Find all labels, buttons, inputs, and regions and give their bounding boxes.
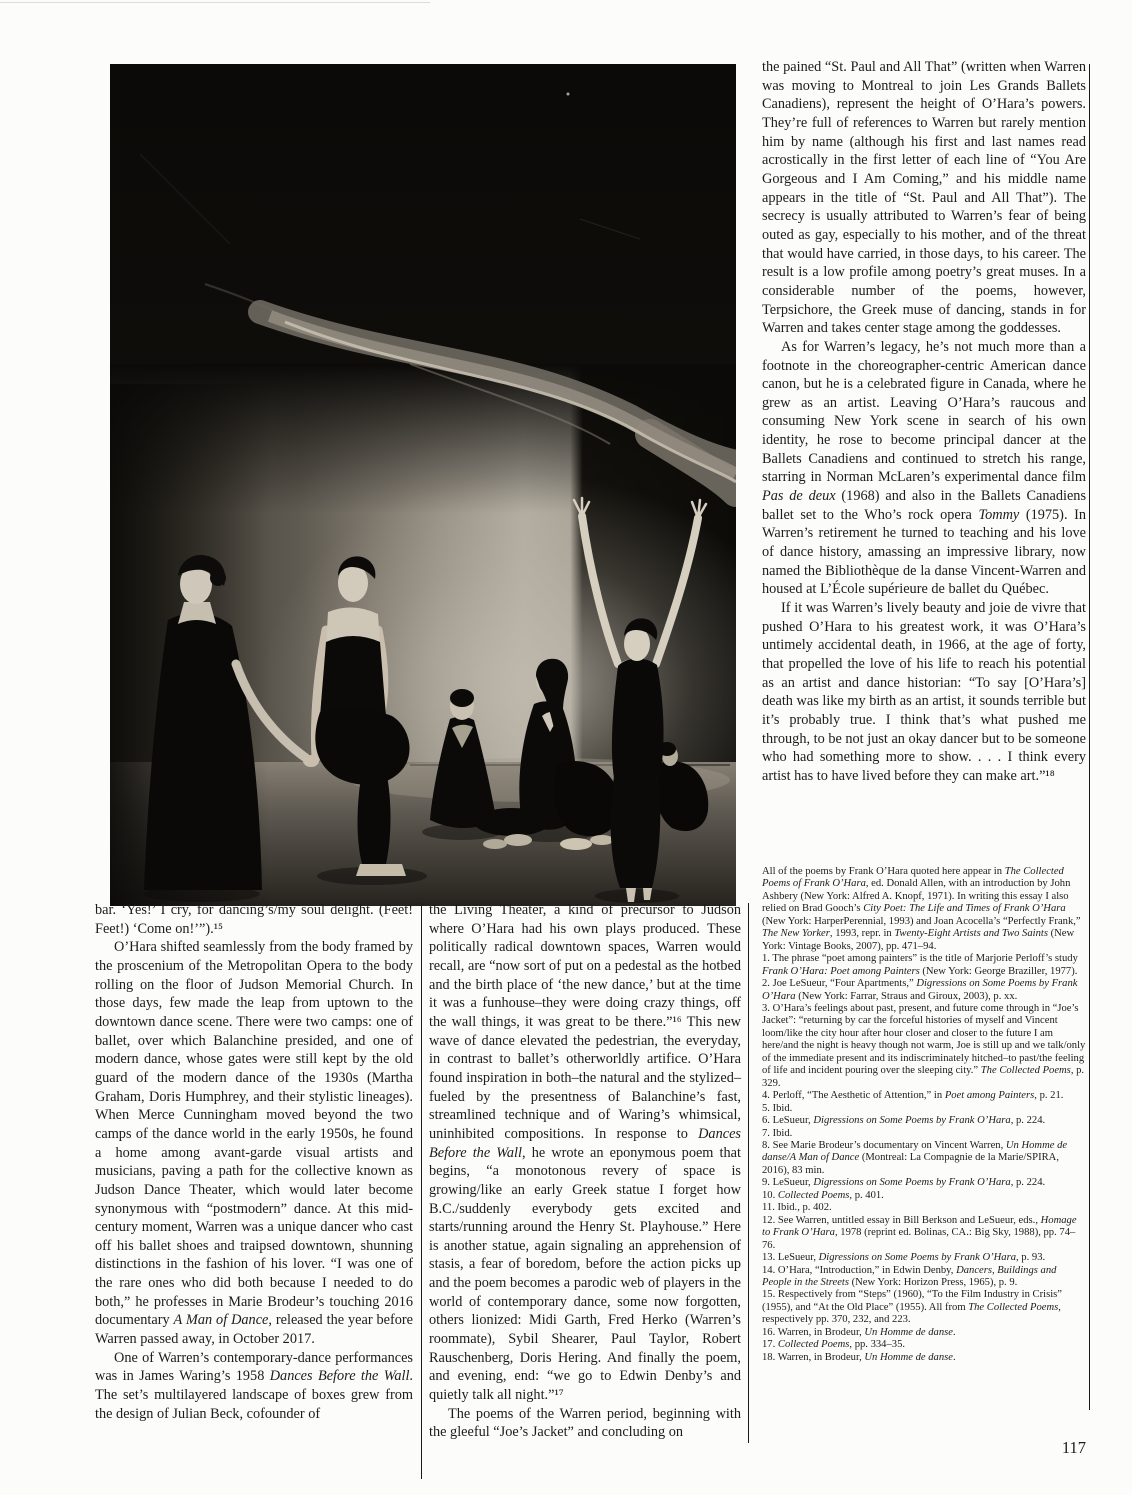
footnote-item: 3. O’Hara’s feelings about past, present, and future come through in “Joe’s Jacket”: “returning by car the forceful histories of myself and Vincent loom/like the city hour after hour closer and closer to the future I am here/and the night is heavy though not warm, Joe is still up and we talk/only of the immediate present and its indiscriminately hitched–to past/the feeling of life and incident pouring over the sleeping city.” The Collected Poems, p. 329. <box>762 1002 1086 1089</box>
footnote-item: 13. LeSueur, Digressions on Some Poems by Frank O’Hara, p. 93. <box>762 1252 1046 1264</box>
footnote-headnote: All of the poems by Frank O’Hara quoted here appear in The Collected Poems of Frank O’Hara, ed. Donald Allen, with an introduction by John Ashbery (New York: Alfred A. Knopf, 1971). In writing this essay I also relied on Brad Gooch’s City Poet: The Life and Times of Frank O’Hara (New York: HarperPerennial, 1993) and Joan Acocella’s “Perfectly Frank,” The New Yorker, 1993, repr. in Twenty-Eight Artists and Two Saints (New York: Vintage Books, 2007), pp. 471–94. <box>762 866 1081 952</box>
right-margin-rule <box>1089 64 1090 1410</box>
footnote-item: 2. Joe LeSueur, “Four Apartments,” Digressions on Some Poems by Frank O’Hara (New York: Farrar, Straus and Giroux, 2003), p. xx. <box>762 978 1078 1002</box>
stage-photo <box>110 64 736 906</box>
footnote-item: 1. The phrase “poet among painters” is the title of Marjorie Perloff’s study Frank O’Hara: Poet among Painters (New York: George Braziller, 1977). <box>762 953 1078 977</box>
right-column <box>762 58 1086 786</box>
footnote-item: 11. Ibid., p. 402. <box>762 1202 832 1214</box>
footnote-item: 14. O’Hara, “Introduction,” in Edwin Denby, Dancers, Buildings and People in the Streets (New York: Horizon Press, 1965), p. 9. <box>762 1264 1057 1288</box>
footnotes <box>762 866 1086 1364</box>
page-number: 117 <box>1061 1438 1086 1457</box>
footnote-item: 10. Collected Poems, p. 401. <box>762 1189 884 1201</box>
footnote-item: 7. Ibid. <box>762 1127 793 1139</box>
paragraph: bar. ‘Yes!’ I cry, for dancing’s/my soul delight. (Feet! Feet!) ‘Come on!’”).¹⁵ <box>95 902 413 937</box>
column-divider-center <box>748 903 749 1443</box>
footnote-item: 18. Warren, in Brodeur, Un Homme de danse. <box>762 1351 956 1363</box>
scan-artifact-line <box>0 2 430 3</box>
paragraph: the pained “St. Paul and All That” (written when Warren was moving to Montreal to join Les Grands Ballets Canadiens), represent the height of O’Hara’s powers. They’re full of references to Warren but rarely mention him by name (although his first and last names read acrostically in the first letter of each line of “You Are Gorgeous and I Am Coming,” and his middle name appears in the title of “St. Paul and All That”). The secrecy is usually attributed to Warren’s fear of being outed as gay, especially to his mother, and of the threat that would have carried, in those days, to his career. The result is a low profile among poetry’s great muses. In a considerable number of the poems, however, Terpsichore, the Greek muse of dancing, stands in for Warren and takes center stage among the goddesses. <box>762 59 1086 337</box>
footnote-item: 8. See Marie Brodeur’s documentary on Vincent Warren, Un Homme de danse/A Man of Dance (Montreal: La Compagnie de la Marie/SPIRA, 2016), 83 min. <box>762 1139 1068 1176</box>
footnote-item: 5. Ibid. <box>762 1102 793 1114</box>
paragraph: One of Warren’s contemporary-dance performances was in James Waring’s 1958 Dances Before the Wall. The set’s multilayered landscape of boxes grew from the design of Julian Beck, cofounder of <box>95 1349 413 1422</box>
footnote-item: 9. LeSueur, Digressions on Some Poems by Frank O’Hara, p. 224. <box>762 1177 1046 1189</box>
footnote-item: 17. Collected Poems, pp. 334–35. <box>762 1339 906 1351</box>
stage-photo-illustration <box>110 64 736 906</box>
column-divider-left <box>421 903 422 1479</box>
paragraph: the Living Theater, a kind of precursor to Judson where O’Hara had his own plays produced. These politically radical downtown spaces, Warren would recall, are “now sort of put on a pedestal as the hotbed and the birth place of ‘the new dance,’ but at the time it was a funhouse–they were doing crazy things, off the wall things, it was great to be there.”¹⁶ This new wave of dance elevated the pedestrian, the everyday, in contrast to ballet’s otherworldly artifice. O’Hara found inspiration in both–the natural and the stylized–fueled by the presentness of Balanchine’s fast, streamlined technique and of Waring’s whimsical, uninhibited compositions. In response to Dances Before the Wall, he wrote an eponymous poem that begins, “a monotonous revery of space is growing/like an early Greek statue I forget how B.C./suddenly everybody gets excited and starts/running around the Henry St. Playhouse.” Here is another statue, again signaling an apprehension of stasis, a fear of boredom, before the action picks up and the poem becomes a parodic web of players in the world of contemporary dance, some now forgotten, others lionized: Midi Garth, Fred Herko (Warren’s roommate), Sybil Shearer, Paul Taylor, Robert Rauschenberg, Doris Hering. And finally the poem, and evening, end: “we go to Edwin Denby’s and quietly talk all night.”¹⁷ <box>429 902 741 1404</box>
footnote-item: 12. See Warren, untitled essay in Bill Berkson and LeSueur, eds., Homage to Frank O’Hara, 1978 (reprint ed. Bolinas, CA.: Big Sky, 1988), pp. 74–76. <box>762 1214 1077 1251</box>
footnote-item: 6. LeSueur, Digressions on Some Poems by Frank O’Hara, p. 224. <box>762 1115 1046 1127</box>
paragraph: As for Warren’s legacy, he’s not much more than a footnote in the choreographer-centric American dance canon, but he is a celebrated figure in Canada, where he grew as an artist. Leaving O’Hara’s raucous and consuming New York scene in search of his own identity, he rose to become principal dancer at the Ballets Canadiens and continued to stretch his range, starring in Norman McLaren’s experimental dance film Pas de deux (1968) and also in the Ballets Canadiens ballet set to the Who’s rock opera Tommy (1975). In Warren’s retirement he turned to teaching and his love of dance history, amassing an impressive library, now named the Bibliothèque de la danse Vincent-Warren and housed at L’École supérieure de ballet du Québec. <box>762 338 1087 598</box>
paragraph: If it was Warren’s lively beauty and joie de vivre that pushed O’Hara to his greatest work, it was O’Hara’s untimely accidental death, in 1966, at the age of forty, that propelled the love of his life to reach his potential as an artist and dance historian: “To say [O’Hara’s] death was like my birth as an artist, it sounds terrible but it’s probably true. I think that’s what pushed me through, to be not just an okay dancer but to be someone who had something more to show. . . . I think every artist has to have lived before they can make art.”¹⁸ <box>762 600 1086 784</box>
bottom-left-column-1 <box>95 901 413 1423</box>
paragraph: The poems of the Warren period, beginning with the gleeful “Joe’s Jacket” and concluding on <box>429 1405 741 1441</box>
footnote-item: 4. Perloff, “The Aesthetic of Attention,” in Poet among Painters, p. 21. <box>762 1090 1064 1102</box>
footnote-item: 15. Respectively from “Steps” (1960), “To the Film Industry in Crisis” (1955), and “At the Old Place” (1955). All from The Collected Poems, respectively pp. 370, 232, and 223. <box>762 1289 1062 1326</box>
paragraph: O’Hara shifted seamlessly from the body framed by the proscenium of the Metropolitan Opera to the body rolling on the floor of Judson Memorial Church. In those days, few made the leap from uptown to the downtown dance scene. There were two camps: one of ballet, over which Balanchine presided, and one of modern dance, whose gates were still kept by the old guard of the modern dance of the 1930s (Martha Graham, Doris Humphrey, and their stylistic lineages). When Merce Cunningham moved beyond the two camps of the dance world in the early 1950s, he found a home among avant-garde visual artists and musicians, paving a path for the collective known as Judson Dance Theater, which would later become synonymous with “postmodern” dance. At this mid-century moment, Warren was a unique dancer who cast off his ballet shoes and traipsed downtown, shunning distinctions in the fashion of his lover. “I was one of the rare ones who did both because I needed to do both,” he professes in Marie Brodeur’s touching 2016 documentary A Man of Dance, released the year before Warren passed away, in October 2017. <box>95 939 413 1348</box>
footnote-item: 16. Warren, in Brodeur, Un Homme de danse. <box>762 1326 956 1338</box>
bottom-left-column-2 <box>429 901 741 1442</box>
